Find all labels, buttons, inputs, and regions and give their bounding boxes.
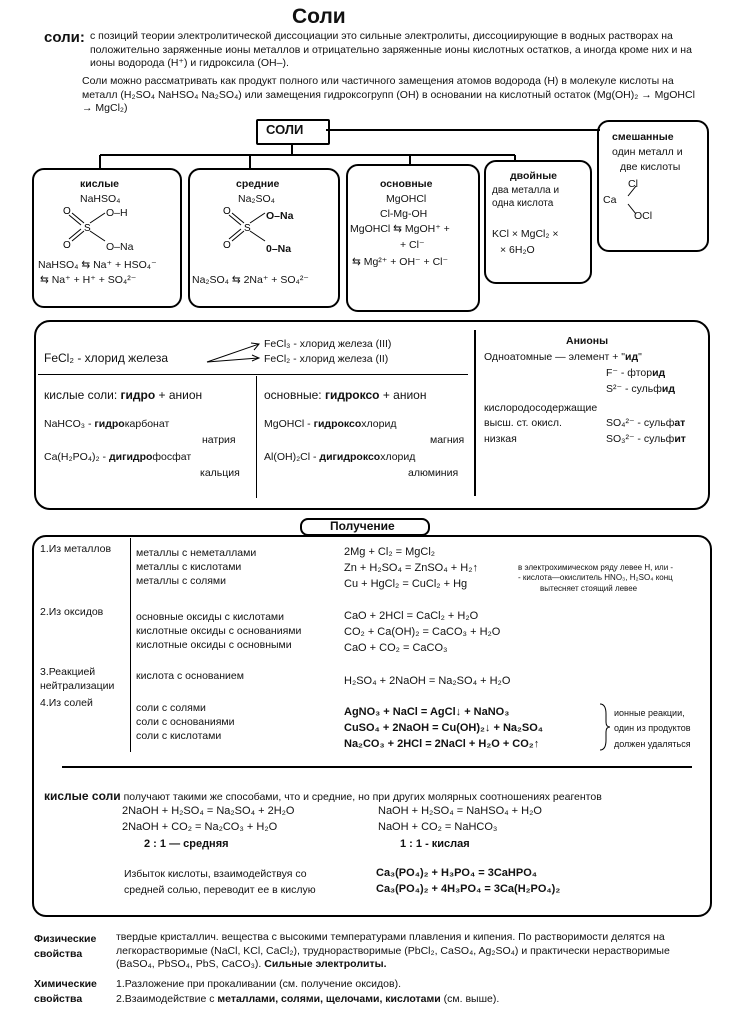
ob-r4-c: соли с кислотами bbox=[136, 730, 222, 742]
ob-r4-b: соли с основаниями bbox=[136, 716, 235, 728]
ob-excess-e1: Ca₃(PO₄)₂ + H₃PO₄ = 3CaHPO₄ bbox=[376, 867, 537, 879]
ob-r2-a: основные оксиды с кислотами bbox=[136, 611, 285, 623]
ob-r1-n2: - кислота—окислитель HNO₃, H₂SO₄ конц bbox=[518, 573, 673, 582]
double-l4: × 6H₂O bbox=[500, 244, 535, 256]
double-l2: одна кислота bbox=[492, 198, 554, 209]
ob-r4-n1: ионные реакции, bbox=[614, 708, 685, 718]
anions-monatomic: Одноатомные — элемент + "ид" bbox=[484, 351, 642, 363]
ob-r4-brace bbox=[598, 702, 612, 752]
ob-r1-label: 1.Из металлов bbox=[40, 543, 112, 555]
anions-sulfide: S²⁻ - сульфид bbox=[606, 383, 676, 395]
double-l1: два металла и bbox=[492, 185, 560, 196]
phys-text: твердые кристаллич. вещества с высокими температурами плавления и кипения. По растворимости делятся на легкорастворимые (NaCl, KCl, CaCl₂), труднорастворимые (PbCl₂, CaSO₄, Ag₂SO₄) и практически нерастворимые (BaSO₄, PbSO₄, PbS, CaCO₃). Сильные электролиты. bbox=[116, 931, 670, 971]
anions-low: низкая bbox=[484, 433, 517, 445]
basic-l4: + Cl⁻ bbox=[400, 239, 425, 251]
middle-formula: Na₂SO₄ bbox=[238, 193, 275, 205]
naming-basic-ex2-tail: алюминия bbox=[408, 467, 459, 479]
ob-r4-e1: AgNO₃ + NaCl = AgCl↓ + NaNO₃ bbox=[344, 706, 510, 718]
middle-dissociation: Na₂SO₄ ⇆ 2Na⁺ + SO₄²⁻ bbox=[192, 274, 309, 286]
double-salts-title: двойные bbox=[510, 170, 557, 182]
page-title: Соли bbox=[292, 5, 346, 28]
ob-r2-b: кислотные оксиды с основаниями bbox=[136, 625, 302, 637]
ob-r1-n3: вытесняет стоящий левее bbox=[540, 584, 638, 593]
ob-r3-e1: H₂SO₄ + 2NaOH = Na₂SO₄ + H₂O bbox=[344, 675, 511, 687]
anions-sulfate: SO₄²⁻ - сульфат bbox=[606, 417, 686, 429]
ob-excess-2: средней солью, переводит ее в кислую bbox=[124, 884, 316, 896]
ob-r1-e1: 2Mg + Cl₂ = MgCl₂ bbox=[344, 546, 436, 558]
ob-r3-label1: 3.Реакцией bbox=[40, 666, 96, 678]
svg-text:S: S bbox=[244, 223, 251, 234]
mixed-ca: Ca bbox=[603, 194, 617, 206]
naming-fecl2: FeCl₂ - хлорид железа bbox=[44, 351, 169, 365]
ob-r1-b: металлы с кислотами bbox=[136, 561, 242, 573]
ob-r2-c: кислотные оксиды с основными bbox=[136, 639, 292, 651]
ob-acid-e1r: NaOH + H₂SO₄ = NaHSO₄ + H₂O bbox=[378, 805, 542, 817]
naming-acid-ex2-tail: кальция bbox=[200, 467, 240, 479]
ob-r1-a: металлы с неметаллами bbox=[136, 547, 257, 559]
ob-excess-e2: Ca₃(PO₄)₂ + 4H₃PO₄ = 3Ca(H₂PO₄)₂ bbox=[376, 883, 561, 895]
naming-fecl3: FeCl₃ - хлорид железа (III) bbox=[264, 338, 392, 350]
mixed-l1: один металл и bbox=[612, 146, 683, 158]
ob-r4-n3: должен удаляться bbox=[614, 739, 691, 749]
anions-sulfite: SO₃²⁻ - сульфит bbox=[606, 433, 686, 445]
svg-text:O: O bbox=[223, 240, 231, 251]
ob-r1-e2: Zn + H₂SO₄ = ZnSO₄ + H₂↑ bbox=[344, 562, 478, 574]
acid-dissociation-2: ⇆ Na⁺ + H⁺ + SO₄²⁻ bbox=[40, 274, 137, 286]
ob-acid-e2r: NaOH + CO₂ = NaHCO₃ bbox=[378, 821, 498, 833]
naming-basic-ex1-tail: магния bbox=[430, 434, 465, 446]
ob-acid-e1l: 2NaOH + H₂SO₄ = Na₂SO₄ + 2H₂O bbox=[122, 805, 295, 817]
naming-acid-ex2: Ca(H₂PO₄)₂ - дигидрофосфат bbox=[44, 451, 192, 463]
ob-r1-n1: в электрохимическом ряду левее Н, или - bbox=[518, 563, 674, 572]
naming-acid-ex1: NaHCO₃ - гидрокарбонат bbox=[44, 418, 170, 430]
phys-label-1: Физические bbox=[34, 933, 97, 945]
chem-2: 2.Взаимодействие с металлами, солями, щелочами, кислотами (см. выше). bbox=[116, 993, 500, 1005]
naming-divider-v2 bbox=[474, 330, 476, 496]
svg-text:O: O bbox=[63, 240, 71, 251]
ob-r2-e1: CaO + 2HCl = CaCl₂ + H₂O bbox=[344, 610, 479, 622]
anions-oxygen: кислородосодержащие bbox=[484, 402, 598, 414]
chem-1: 1.Разложение при прокаливании (см. получение оксидов). bbox=[116, 978, 401, 990]
mixed-l2: две кислоты bbox=[620, 161, 681, 173]
chem-label-1: Химические bbox=[34, 978, 97, 990]
ob-r4-e3: Na₂CO₃ + 2HCl = 2NaCl + H₂O + CO₂↑ bbox=[344, 738, 540, 750]
phys-label-2: свойства bbox=[34, 948, 83, 960]
mixed-cl: Cl bbox=[628, 178, 638, 190]
middle-ona-1: O–Na bbox=[266, 210, 294, 222]
ob-r4-n2: один из продуктов bbox=[614, 723, 691, 733]
middle-ona-2: 0–Na bbox=[266, 243, 292, 255]
ob-r4-e2: CuSO₄ + 2NaOH = Cu(OH)₂↓ + Na₂SO₄ bbox=[344, 722, 544, 734]
intro-para2: Соли можно рассматривать как продукт полного или частичного замещения атомов водорода (Н) в молекуле кислоты на металл (H₂SO₄ NaHSO₄ Na₂SO₄) или замещения гидроксогрупп (ОН) в основании на кислотный остаток (Mg(OH)₂ → MgOHCl → MgCl₂) bbox=[82, 75, 695, 115]
double-l3: KCl × MgCl₂ × bbox=[492, 228, 559, 240]
naming-basic-head: основные: гидроксо + анион bbox=[264, 388, 427, 402]
obtaining-title: Получение bbox=[330, 519, 395, 533]
obtaining-divider bbox=[62, 766, 692, 768]
basic-l2: Cl-Mg-OH bbox=[380, 208, 428, 220]
ob-r1-c: металлы с солями bbox=[136, 575, 226, 587]
acid-dissociation-1: NaHSO₄ ⇆ Na⁺ + HSO₄⁻ bbox=[38, 259, 157, 271]
ob-r4-a: соли с солями bbox=[136, 702, 206, 714]
anions-head: Анионы bbox=[566, 335, 609, 347]
acid-salts-title: кислые bbox=[80, 178, 120, 190]
root-salts-label: СОЛИ bbox=[266, 122, 304, 137]
ob-r3-a: кислота с основанием bbox=[136, 670, 244, 682]
naming-acid-ex1-tail: натрия bbox=[202, 434, 236, 446]
ob-r2-e3: CaO + CO₂ = CaCO₃ bbox=[344, 642, 448, 654]
middle-salts-title: средние bbox=[236, 178, 280, 190]
svg-text:O: O bbox=[223, 206, 231, 217]
intro-label: соли: bbox=[44, 29, 85, 46]
naming-arrows bbox=[205, 340, 265, 370]
svg-text:S: S bbox=[84, 223, 91, 234]
ob-acid-ratio-l: 2 : 1 — средняя bbox=[144, 838, 229, 850]
anions-fluoride: F⁻ - фторид bbox=[606, 367, 666, 379]
ob-acid-e2l: 2NaOH + CO₂ = Na₂CO₃ + H₂O bbox=[122, 821, 278, 833]
naming-divider-v1 bbox=[256, 376, 257, 498]
basic-l3: MgOHCl ⇆ MgOH⁺ + bbox=[350, 223, 450, 235]
mixed-ocl: OCl bbox=[634, 210, 653, 222]
acid-ona: O–Na bbox=[106, 241, 134, 253]
ob-acid-ratio-r: 1 : 1 - кислая bbox=[400, 838, 470, 850]
ob-acid-intro: кислые соли получают такими же способами, что и средние, но при других молярных соотношениях реагентов bbox=[44, 789, 602, 803]
basic-salts-title: основные bbox=[380, 178, 433, 190]
intro-text: с позиций теории электролитической диссоциации это сильные электролиты, диссоциирующие в водных растворах на положительно заряженные ионы металлов и отрицательно заряженные ионы кислотных остатков, а иногда кроме них и на ионы водорода (H⁺) и гидроксила (OH–). bbox=[90, 30, 692, 70]
acid-formula: NaHSO₄ bbox=[80, 193, 121, 205]
ob-r4-label: 4.Из солей bbox=[40, 697, 93, 709]
ob-r2-label: 2.Из оксидов bbox=[40, 606, 104, 618]
ob-excess-1: Избыток кислоты, взаимодействуя со bbox=[124, 868, 307, 880]
naming-basic-ex2: Al(OH)₂Cl - дигидроксохлорид bbox=[264, 451, 416, 463]
ob-r2-e2: CO₂ + Ca(OH)₂ = CaCO₃ + H₂O bbox=[344, 626, 501, 638]
svg-text:O: O bbox=[63, 206, 71, 217]
naming-acid-head: кислые соли: гидро + анион bbox=[44, 388, 203, 402]
basic-l5: ⇆ Mg²⁺ + OH⁻ + Cl⁻ bbox=[352, 256, 449, 268]
naming-fecl2b: FeCl₂ - хлорид железа (II) bbox=[264, 353, 389, 365]
acid-oh: O–H bbox=[106, 207, 128, 219]
chem-label-2: свойства bbox=[34, 993, 83, 1005]
mixed-salts-title: смешанные bbox=[612, 131, 674, 143]
ob-r3-label2: нейтрализации bbox=[40, 680, 115, 692]
naming-divider-h bbox=[38, 374, 468, 375]
basic-l1: MgOHCl bbox=[386, 193, 427, 205]
obtaining-left-divider bbox=[130, 538, 131, 752]
naming-basic-ex1: MgOHCl - гидроксохлорид bbox=[264, 418, 397, 430]
ob-r1-e3: Cu + HgCl₂ = CuCl₂ + Hg bbox=[344, 578, 468, 590]
anions-high: высш. ст. окисл. bbox=[484, 417, 562, 429]
